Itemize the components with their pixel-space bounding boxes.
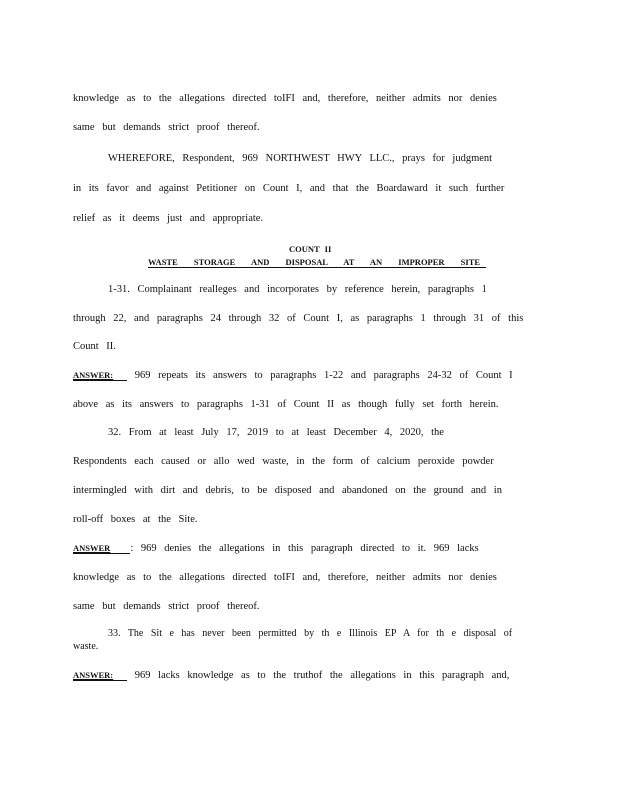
count-title: WASTE STORAGE AND DISPOSAL AT AN IMPROPER SITE [148, 257, 486, 268]
answer-text: 969 lacks knowledge as to the truthof the allegations in this paragraph and, [134, 670, 510, 681]
text-line: 1-31. Complainant realleges and incorporates by reference herein, paragraphs 1 [108, 284, 487, 295]
answer-label: ANSWER: [73, 371, 127, 381]
text-line: Respondents each caused or allo wed waste, in the form of calcium peroxide powder [73, 456, 494, 467]
answer-line [73, 670, 509, 682]
text-line: knowledge as to the allegations directed toIFI and, therefore, neither admits nor denies [73, 572, 497, 583]
text-line: roll-off boxes at the Site. [73, 514, 198, 525]
text-line: above as its answers to paragraphs 1-31 of Count II as though fully set forth herein. [73, 399, 499, 410]
text-line: knowledge as to the allegations directed toIFI and, therefore, neither admits nor denies [73, 93, 497, 104]
text-line: WHEREFORE, Respondent, 969 NORTHWEST HWY LLC., prays for judgment [108, 153, 493, 164]
text-line: Count II. [73, 341, 116, 352]
text-line: in its favor and against Petitioner on Count I, and that the Boardaward it such further [73, 183, 505, 194]
answer-line [73, 543, 479, 555]
answer-label: ANSWER: [73, 671, 127, 681]
text-line: same but demands strict proof thereof. [73, 601, 260, 612]
text-line: through 22, and paragraphs 24 through 32 of Count I, as paragraphs 1 through 31 of this [73, 313, 524, 324]
text-line: 32. From at least July 17, 2019 to at least December 4, 2020, the [108, 427, 444, 438]
answer-text: 969 repeats its answers to paragraphs 1-22 and paragraphs 24-32 of Count I [134, 370, 513, 381]
text-line: waste. [73, 641, 99, 652]
text-line: 33. The Sit e has never been permitted by th e Illinois EP A for th e disposal of [108, 628, 513, 639]
answer-line [73, 370, 513, 382]
text-line: intermingled with dirt and debris, to be disposed and abandoned on the ground and in [73, 485, 502, 496]
text-line: same but demands strict proof thereof. [73, 122, 260, 133]
answer-label: ANSWER [73, 544, 130, 554]
text-line: relief as it deems just and appropriate. [73, 213, 264, 224]
answer-text: : 969 denies the allegations in this paragraph directed to it. 969 lacks [130, 543, 479, 554]
count-heading: COUNT II [289, 244, 332, 254]
